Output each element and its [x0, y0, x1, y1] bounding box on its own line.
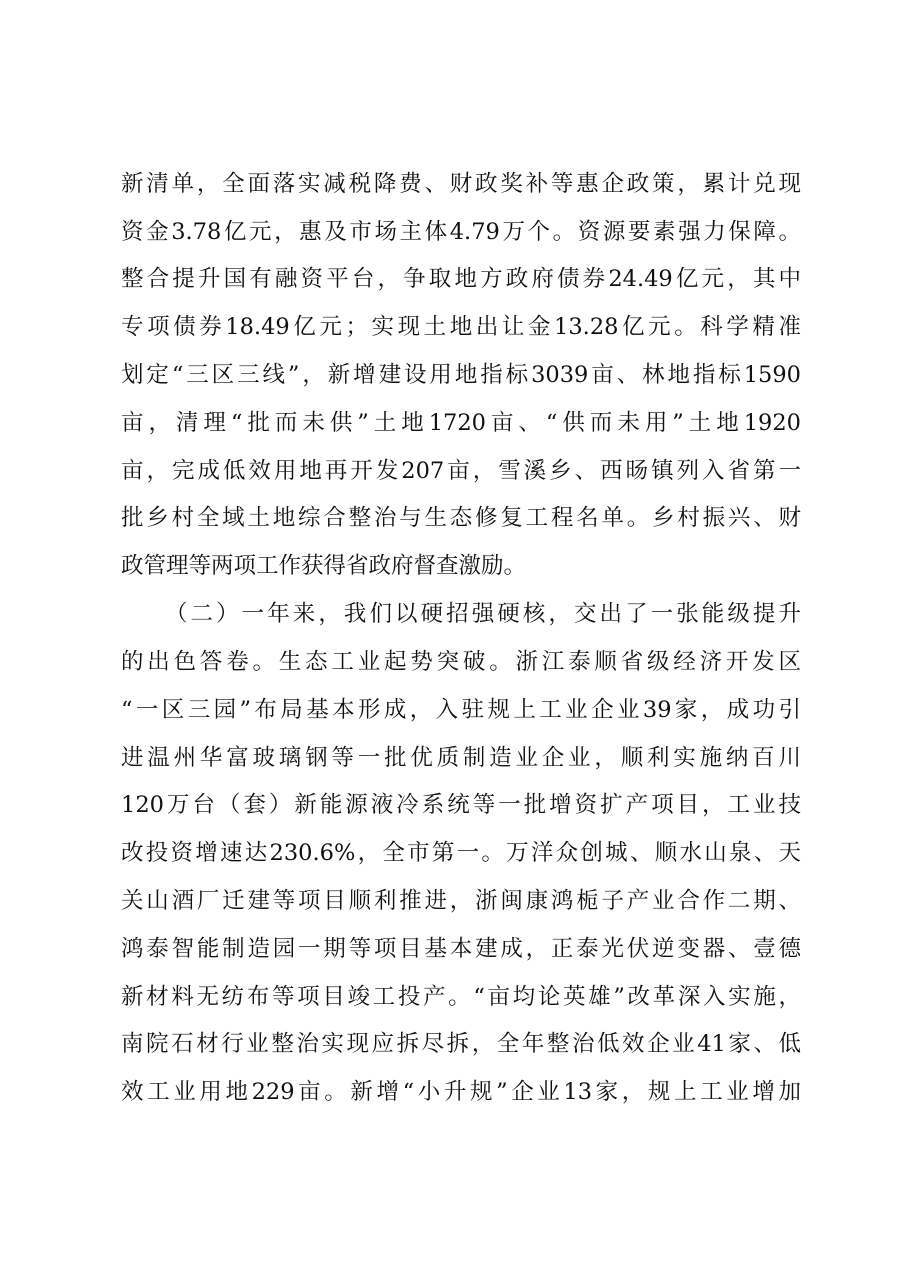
- text-line: 新清单，全面落实减税降费、财政奖补等惠企政策，累计兑现: [121, 171, 801, 197]
- text-line: 整合提升国有融资平台，争取地方政府债券24.49亿元，其中: [121, 266, 801, 292]
- text-line: 改投资增速达230.6%，全市第一。万洋众创城、顺水山泉、天: [121, 840, 801, 866]
- text-line: 划定“三区三线”，新增建设用地指标3039亩、林地指标1590: [121, 362, 801, 388]
- text-line: 专项债券18.49亿元；实现土地出让金13.28亿元。科学精准: [121, 314, 801, 340]
- text-line: 进温州华富玻璃钢等一批优质制造业企业，顺利实施纳百川: [121, 745, 801, 771]
- text-line: 政管理等两项工作获得省政府督查激励。: [121, 553, 527, 579]
- text-line: “一区三园”布局基本形成，入驻规上工业企业39家，成功引: [121, 697, 801, 723]
- text-line: 关山酒厂迁建等项目顺利推进，浙闽康鸿栀子产业合作二期、: [121, 888, 801, 914]
- text-line: （二）一年来，我们以硬招强硬核，交出了一张能级提升: [165, 601, 801, 627]
- text-line: 南院石材行业整治实现应拆尽拆，全年整治低效企业41家、低: [121, 1031, 801, 1057]
- text-line: 120万台（套）新能源液冷系统等一批增资扩产项目，工业技: [121, 792, 801, 818]
- text-line: 的出色答卷。生态工业起势突破。浙江泰顺省级经济开发区: [121, 649, 801, 675]
- text-line: 批乡村全域土地综合整治与生态修复工程名单。乡村振兴、财: [121, 505, 801, 531]
- text-line: 资金3.78亿元，惠及市场主体4.79万个。资源要素强力保障。: [121, 219, 801, 245]
- text-line: 亩，清理“批而未供”土地1720亩、“供而未用”土地1920: [121, 410, 801, 436]
- text-line: 鸿泰智能制造园一期等项目基本建成，正泰光伏逆变器、壹德: [121, 936, 801, 962]
- text-line: 新材料无纺布等项目竣工投产。“亩均论英雄”改革深入实施，: [121, 984, 801, 1010]
- text-line: 亩，完成低效用地再开发207亩，雪溪乡、西旸镇列入省第一: [121, 458, 801, 484]
- text-line: 效工业用地229亩。新增“小升规”企业13家，规上工业增加: [121, 1079, 801, 1105]
